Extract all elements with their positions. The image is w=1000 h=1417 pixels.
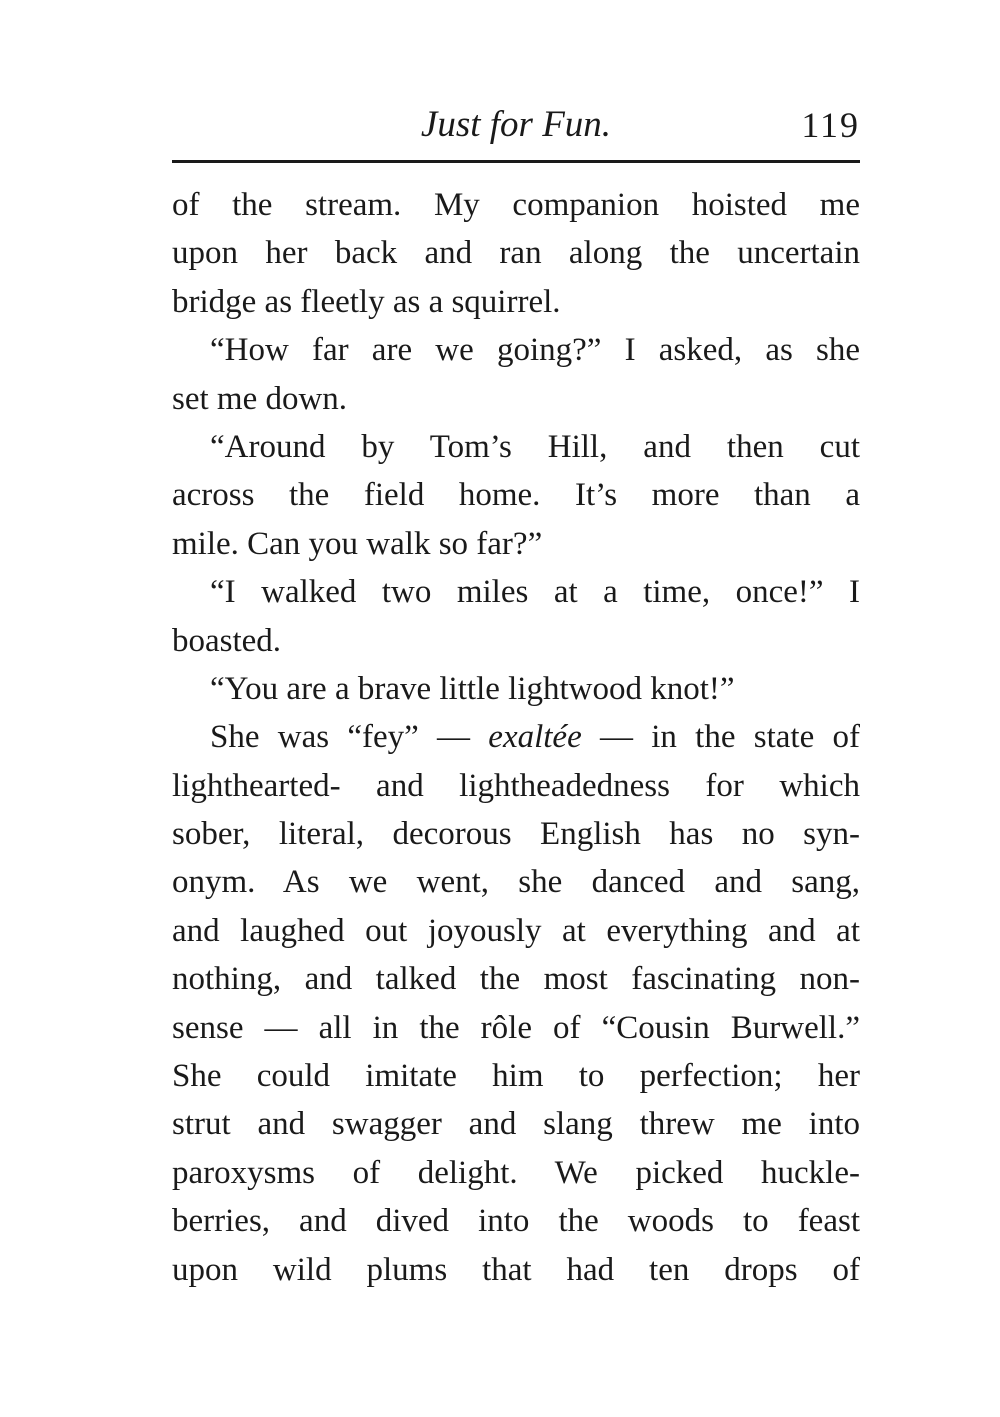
body-text — [172, 181, 860, 1294]
text-line: She could imitate him to perfection; her — [172, 1058, 860, 1095]
text-line: lighthearted- and lightheadedness for which — [172, 767, 860, 804]
text-line: bridge as fleetly as a squirrel. — [172, 283, 561, 320]
text-line: upon wild plums that had ten drops of — [172, 1251, 860, 1288]
text-line: upon her back and ran along the uncertain — [172, 235, 860, 272]
text-line: “I walked two miles at a time, once!” I — [210, 574, 860, 611]
text-line: of the stream. My companion hoisted me — [172, 187, 860, 223]
text-line: sense — all in the rôle of “Cousin Burwell.” — [172, 1009, 860, 1046]
text-line: berries, and dived into the woods to feast — [172, 1203, 860, 1240]
text-run: — in the state of — [581, 719, 860, 756]
text-line: strut and swagger and slang threw me into — [172, 1106, 860, 1143]
italic-text-run: exaltée — [488, 719, 582, 756]
text-line: nothing, and talked the most fascinating non- — [172, 961, 860, 998]
header-rule — [172, 160, 860, 163]
text-line: mile. Can you walk so far?” — [172, 525, 543, 562]
running-head — [172, 100, 860, 150]
running-title: Just for Fun. — [420, 104, 612, 145]
text-line — [172, 713, 860, 761]
text-line: boasted. — [172, 622, 282, 659]
page-number: 119 — [801, 105, 860, 145]
text-line: paroxysms of delight. We picked huckle- — [172, 1154, 860, 1191]
text-line: onym. As we went, she danced and sang, — [172, 864, 860, 901]
text-line: set me down. — [172, 380, 348, 417]
text-line: sober, literal, decorous English has no syn- — [172, 816, 860, 853]
text-line: “You are a brave little lightwood knot!” — [210, 670, 735, 707]
text-line: across the field home. It’s more than a — [172, 477, 860, 514]
text-line: and laughed out joyously at everything and at — [172, 912, 860, 949]
text-line: “Around by Tom’s Hill, and then cut — [210, 428, 860, 465]
text-line: “How far are we going?” I asked, as she — [210, 332, 860, 369]
text-run: She was “fey” — — [210, 719, 489, 756]
